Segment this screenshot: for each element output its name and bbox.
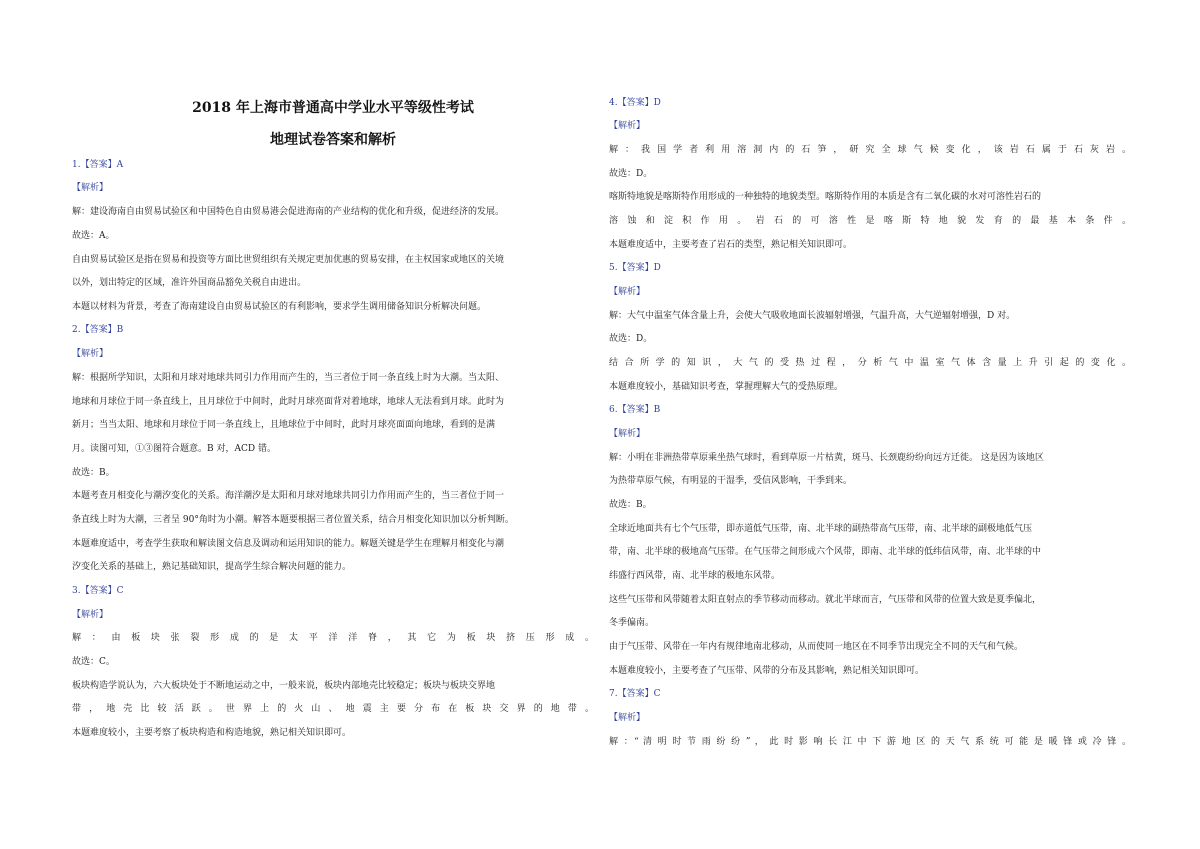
text-line: 故选：D。 (609, 334, 653, 344)
analysis-label: 【解析】 (609, 713, 646, 723)
text-line: 本题难度较小，基础知识考查，掌握理解大气的受热原理。 (609, 382, 844, 392)
text-line: 本题难度较小，主要考查了气压带、风带的分布及其影响，熟记相关知识即可。 (609, 666, 925, 676)
text-line: 带 ， 地 壳 比 较 活 跃 。 世 界 上 的 火 山 、 地 震 主 要 分 布 在 板 块 交 界 的 地 带 。 (72, 704, 594, 714)
text-line: 这些气压带和风带随着太阳直射点的季节移动而移动。就北半球而言，气压带和风带的位置大致是夏季偏北， (609, 595, 1042, 605)
text-line: 新月；当当太阳、地球和月球位于同一条直线上，且地球位于中间时，此时月球亮面面向地球，看到的是满 (72, 420, 496, 430)
text-line: 喀斯特地貌是喀斯特作用形成的一种独特的地貌类型。喀斯特作用的本质是含有二氧化碳的水对可溶性岩石的 (609, 192, 1042, 202)
text-line: 板块构造学说认为，六大板块处于不断地运动之中，一般来说，板块内部地壳比较稳定；板块与板块交界地 (72, 681, 496, 691)
text-line: 故选：C。 (72, 657, 115, 667)
text-line: 解 ： 我 国 学 者 利 用 溶 洞 内 的 石 笋 ， 研 究 全 球 气 候 变 化 ， 该 岩 石 属 于 石 灰 岩 。 (609, 145, 1131, 155)
text-line: 故选：D。 (609, 169, 653, 179)
answer-label: 5.【答案】D (609, 263, 661, 273)
text-line: 解：小明在非洲热带草原乘坐热气球时，看到草原一片枯黄，斑马、长颈鹿纷纷向远方迁徙。 这是因为该地区 (609, 453, 1044, 463)
text-line: 本题考查月相变化与潮汐变化的关系。海洋潮汐是太阳和月球对地球共同引力作用而产生的，当三者位于同一 (72, 491, 505, 501)
text-line: 自由贸易试验区是指在贸易和投资等方面比世贸组织有关规定更加优惠的贸易安排，在主权国家或地区的关境 (72, 255, 505, 265)
text-line: 由于气压带、风带在一年内有规律地南北移动，从而使同一地区在不同季节出现完全不同的天气和气候。 (609, 642, 1024, 652)
answer-label: 1.【答案】A (72, 160, 124, 170)
answer-label: 3.【答案】C (72, 586, 124, 596)
text-line: 月。读图可知，①③图符合题意。B 对，ACD 错。 (72, 444, 276, 454)
text-line: 溶 蚀 和 淀 积 作 用 。 岩 石 的 可 溶 性 是 喀 斯 特 地 貌 发 育 的 最 基 本 条 件 。 (609, 216, 1131, 226)
answer-label: 4.【答案】D (609, 98, 661, 108)
answer-label: 6.【答案】B (609, 405, 661, 415)
text-line: 故选：B。 (72, 468, 115, 478)
text-line: 带，南、北半球的极地高气压带。在气压带之间形成六个风带，即南、北半球的低纬信风带，南、北半球的中 (609, 547, 1042, 557)
text-line: 地球和月球位于同一条直线上，且月球位于中间时，此时月球亮面背对着地球，地球人无法看到月球。此时为 (72, 397, 505, 407)
text-line: 解：建设海南自由贸易试验区和中国特色自由贸易港会促进海南的产业结构的优化和升级，促进经济的发展。 (72, 207, 505, 217)
analysis-label: 【解析】 (72, 610, 109, 620)
text-line: 解 ： 由 板 块 张 裂 形 成 的 是 太 平 洋 洋 脊 ， 其 它 为 板 块 挤 压 形 成 。 (72, 633, 594, 643)
text-line: 本题难度较小，主要考察了板块构造和构造地貌，熟记相关知识即可。 (72, 728, 352, 738)
answer-label: 2.【答案】B (72, 325, 124, 335)
analysis-label: 【解析】 (609, 287, 646, 297)
text-line: 结 合 所 学 的 知 识 ， 大 气 的 受 热 过 程 ， 分 析 气 中 温 室 气 体 含 量 上 升 引 起 的 变 化 。 (609, 358, 1131, 368)
document-title: 2018 年上海市普通高中学业水平等级性考试 (192, 100, 474, 116)
text-line: 解 ：“ 清 明 时 节 雨 纷 纷 ” ， 此 时 影 响 长 江 中 下 游 地 区 的 天 气 系 统 可 能 是 暖 锋 或 冷 锋 。 (609, 737, 1131, 747)
text-line: 本题难度适中，考查学生获取和解读图文信息及调动和运用知识的能力。解题关键是学生在理解月相变化与潮 (72, 539, 505, 549)
text-line: 纬盛行西风带，南、北半球的极地东风带。 (609, 571, 781, 581)
text-line: 解：根据所学知识，太阳和月球对地球共同引力作用而产生的，当三者位于同一条直线上时为大潮。当太阳、 (72, 373, 505, 383)
text-line: 条直线上时为大潮，三者呈 90°角时为小潮。解答本题要根据三者位置关系，结合月相变化知识加以分析判断。 (72, 515, 514, 525)
analysis-label: 【解析】 (609, 121, 646, 131)
text-line: 解：大气中温室气体含量上升，会使大气吸收地面长波辐射增强，气温升高，大气逆辐射增强，D 对。 (609, 311, 1016, 321)
text-line: 本题难度适中，主要考查了岩石的类型，熟记相关知识即可。 (609, 240, 853, 250)
text-line: 全球近地面共有七个气压带，即赤道低气压带，南、北半球的副热带高气压带，南、北半球的副极地低气压 (609, 524, 1033, 534)
analysis-label: 【解析】 (609, 429, 646, 439)
text-line: 本题以材料为背景，考查了海南建设自由贸易试验区的有利影响，要求学生调用储备知识分析解决问题。 (72, 302, 487, 312)
text-line: 汐变化关系的基础上，熟记基础知识，提高学生综合解决问题的能力。 (72, 562, 352, 572)
text-line: 为热带草原气候，有明显的干湿季，受信风影响，干季到来。 (609, 476, 853, 486)
document-subtitle: 地理试卷答案和解析 (270, 132, 396, 148)
analysis-label: 【解析】 (72, 349, 109, 359)
text-line: 以外，划出特定的区域，准许外国商品豁免关税自由进出。 (72, 278, 307, 288)
text-line: 故选：B。 (609, 500, 652, 510)
answer-label: 7.【答案】C (609, 689, 661, 699)
analysis-label: 【解析】 (72, 183, 109, 193)
text-line: 故选：A。 (72, 231, 115, 241)
text-line: 冬季偏南。 (609, 618, 655, 628)
